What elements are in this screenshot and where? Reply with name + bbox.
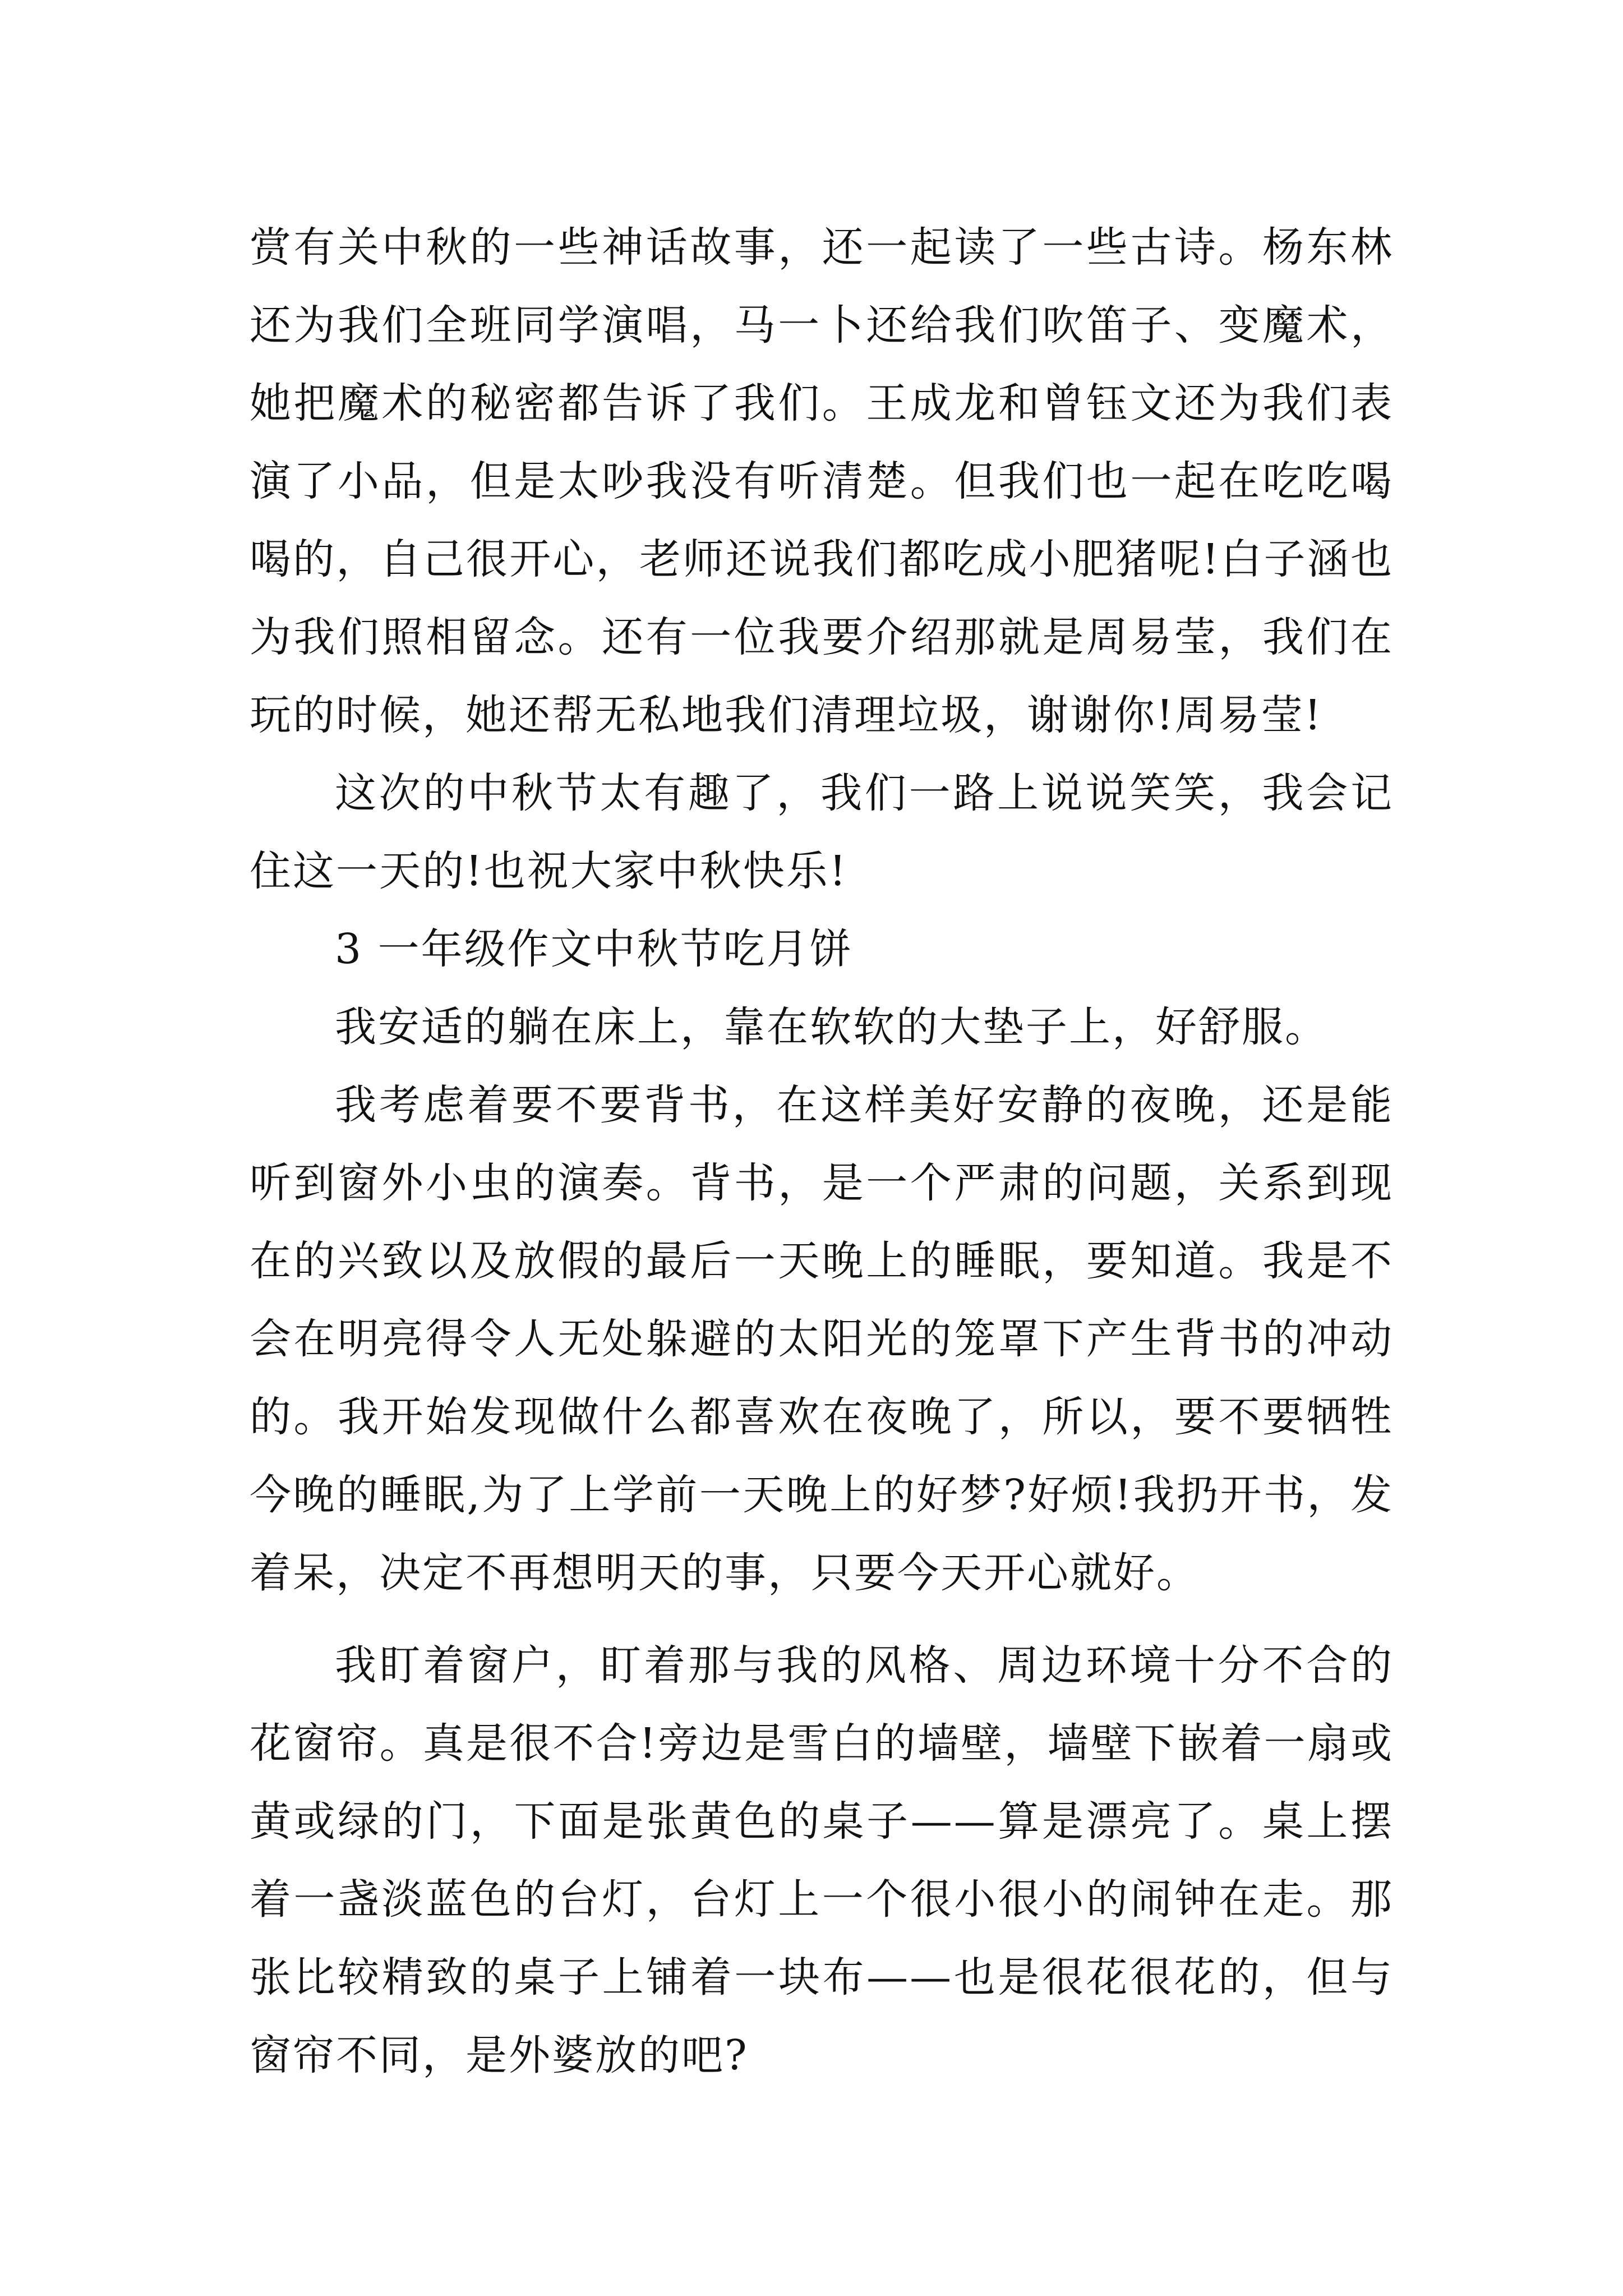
paragraph-closing: 这次的中秋节太有趣了，我们一路上说说笑笑，我会记住这一天的!也祝大家中秋快乐! bbox=[250, 769, 1394, 895]
paragraph-intro: 我安适的躺在床上，靠在软软的大垫子上，好舒服。 bbox=[335, 1003, 1328, 1051]
section-heading: 3 一年级作文中秋节吃月饼 bbox=[335, 925, 853, 973]
paragraph-reciting: 我考虑着要不要背书，在这样美好安静的夜晚，还是能听到窗外小虫的演奏。背书，是一个严肃的问题，关系到现在的兴致以及放假的最后一天晚上的睡眠，要知道。我是不会在明亮得令人无处躲避的太阳光的笼罩下产生背书的冲动的。我开始发现做什么都喜欢在夜晚了，所以，要不要牺牲今晚的睡眠,为了上学前一天晚上的好梦?好烦!我扔开书，发着呆，决定不再想明天的事，只要今天开心就好。 bbox=[250, 1081, 1394, 1597]
paragraph-window: 我盯着窗户，盯着那与我的风格、周边环境十分不合的花窗帘。真是很不合!旁边是雪白的墙壁，墙壁下嵌着一扇或黄或绿的门，下面是张黄色的桌子——算是漂亮了。桌上摆着一盏淡蓝色的台灯，台灯上一个很小很小的闹钟在走。那张比较精致的桌子上铺着一块布——也是很花很花的，但与窗帘不同，是外婆放的吧? bbox=[250, 1641, 1394, 2079]
document-body bbox=[250, 209, 1394, 2095]
paragraph-continued: 赏有关中秋的一些神话故事，还一起读了一些古诗。杨东林还为我们全班同学演唱，马一卜还给我们吹笛子、变魔术，她把魔术的秘密都告诉了我们。王成龙和曾钰文还为我们表演了小品，但是太吵我没有听清楚。但我们也一起在吃吃喝喝的，自己很开心，老师还说我们都吃成小肥猪呢!白子涵也为我们照相留念。还有一位我要介绍那就是周易莹，我们在玩的时候，她还帮无私地我们清理垃圾，谢谢你!周易莹! bbox=[250, 223, 1394, 739]
